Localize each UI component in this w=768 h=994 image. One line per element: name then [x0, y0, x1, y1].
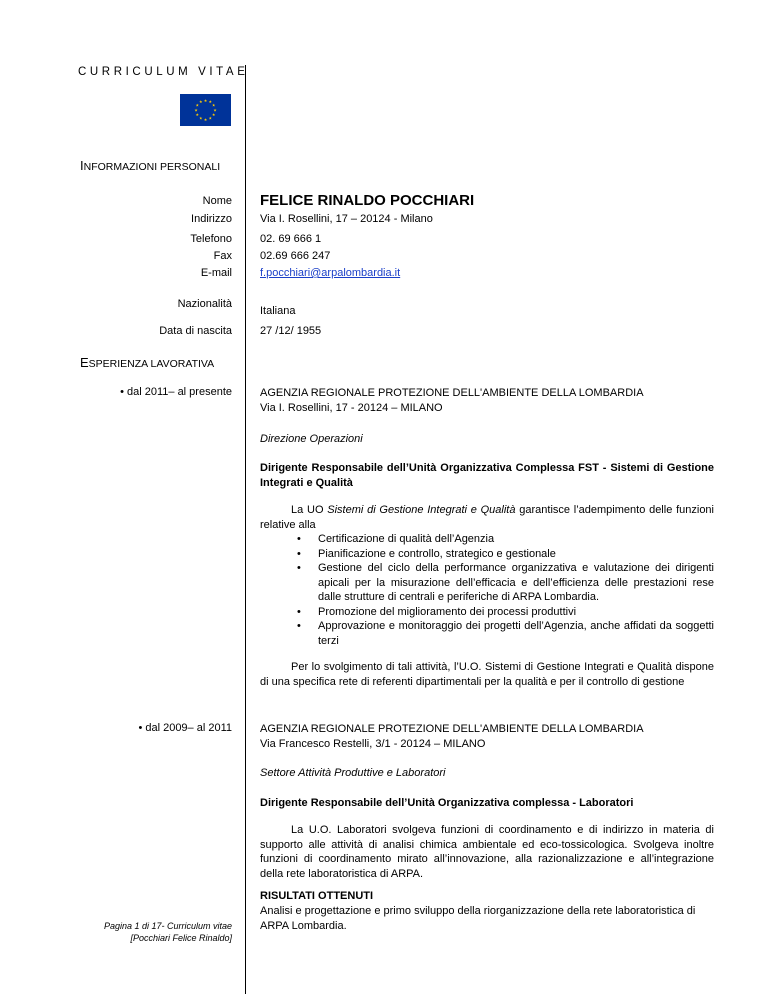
label-indirizzo: Indirizzo — [191, 213, 232, 225]
job-period-2: • dal 2009– al 2011 — [138, 722, 232, 734]
job-role-2: Dirigente Responsabile dell’Unità Organizzativa complessa - Laboratori — [260, 797, 634, 809]
section-heading-experience: ESPERIENZA LAVORATIVA — [80, 355, 215, 370]
list-item: • Gestione del ciclo della performance organizzativa e valutazione dei dirigenti apicali per la misurazione dell’efficacia e dell’efficienza delle prestazioni rese dalle strutture di centrali e periferiche di ARPA Lombardia. — [318, 561, 714, 605]
label-email: E-mail — [200, 267, 232, 279]
star-icon: ★ — [198, 115, 203, 121]
value-fax: 02.69 666 247 — [260, 250, 331, 262]
value-data-nascita: 27 /12/ 1955 — [260, 325, 322, 337]
job-bullets-1 — [260, 532, 714, 648]
list-item: • Certificazione di qualità dell’Agenzia — [318, 532, 714, 547]
value-nazionalita: Italiana — [260, 305, 296, 317]
email-link[interactable]: f.pocchiari@arpalombardia.it — [260, 267, 401, 279]
list-item: • Pianificazione e controllo, strategico e gestionale — [318, 547, 714, 562]
eu-flag-icon — [180, 94, 231, 126]
star-icon: ★ — [208, 99, 213, 105]
document-title: CURRICULUM VITAE — [78, 66, 249, 78]
job-description-1: La UO Sistemi di Gestione Integrati e Qualità garantisce l’adempimento delle funzioni relative alla — [260, 504, 714, 531]
section-heading-personal: INFORMAZIONI PERSONALI — [80, 158, 221, 173]
star-icon: ★ — [208, 115, 213, 121]
value-telefono: 02. 69 666 1 — [260, 233, 322, 245]
results-heading: RISULTATI OTTENUTI — [260, 890, 374, 902]
job-employer-2 — [260, 722, 714, 751]
label-data-nascita: Data di nascita — [159, 325, 232, 337]
label-nome: Nome — [202, 195, 232, 207]
results-text: Analisi e progettazione e primo sviluppo della riorganizzazione della rete laboratoristica di ARPA Lombardia. — [260, 905, 696, 932]
employer-address: Via I. Rosellini, 17 - 20124 – MILANO — [260, 401, 443, 414]
job-role-1: Dirigente Responsabile dell’Unità Organizzativa Complessa FST - Sistemi di Gestione Integrati e Qualità — [260, 462, 714, 489]
employer-address: Via Francesco Restelli, 3/1 - 20124 – MILANO — [260, 737, 486, 750]
star-icon: ★ — [195, 112, 200, 118]
job-department-1: Direzione Operazioni — [260, 433, 363, 445]
value-nome: FELICE RINALDO POCCHIARI — [260, 192, 475, 209]
value-indirizzo: Via I. Rosellini, 17 – 20124 - Milano — [260, 213, 433, 225]
column-divider — [245, 65, 246, 994]
footer-page-number: Pagina 1 di 17- Curriculum vitae — [103, 921, 232, 931]
star-icon: ★ — [213, 107, 217, 113]
star-icon: ★ — [203, 116, 208, 122]
label-telefono: Telefono — [190, 233, 232, 245]
list-item: • Promozione del miglioramento dei processi produttivi — [318, 605, 714, 620]
job-closing-1: Per lo svolgimento di tali attività, l’U.O. Sistemi di Gestione Integrati e Qualità dispone di una specifica rete di referenti dipartimentali per la qualità e per il controllo di gestione — [260, 661, 714, 688]
star-icon: ★ — [194, 107, 198, 113]
star-icon: ★ — [203, 97, 208, 103]
label-fax: Fax — [213, 250, 232, 262]
employer-name: AGENZIA REGIONALE PROTEZIONE DELL'AMBIENTE DELLA LOMBARDIA — [260, 387, 644, 399]
star-icon: ★ — [195, 102, 200, 108]
job-employer-1 — [260, 386, 714, 415]
star-icon: ★ — [211, 102, 216, 108]
job-period-1: • dal 2011– al presente — [120, 386, 232, 398]
job-description-2: La U.O. Laboratori svolgeva funzioni di coordinamento e di indirizzo in materia di supporto alle attività di analisi chimica ambientale ed eco-tossicologica. Svolgeva inoltre funzioni di coordinamento mirato all’innovazione, alla razionalizzazione e all’integrazione della rete laboratoristica di ARPA. — [260, 824, 714, 880]
page-footer — [104, 920, 232, 944]
footer-author: [Pocchiari Felice Rinaldo] — [130, 933, 232, 943]
employer-name: AGENZIA REGIONALE PROTEZIONE DELL'AMBIENTE DELLA LOMBARDIA — [260, 723, 644, 735]
star-icon: ★ — [211, 112, 216, 118]
star-icon: ★ — [198, 99, 203, 105]
label-nazionalita: Nazionalità — [177, 298, 232, 310]
list-item: • Approvazione e monitoraggio dei progetti dell’Agenzia, anche affidati da soggetti terzi — [318, 619, 714, 648]
job-department-2: Settore Attività Produttive e Laboratori — [260, 767, 446, 779]
